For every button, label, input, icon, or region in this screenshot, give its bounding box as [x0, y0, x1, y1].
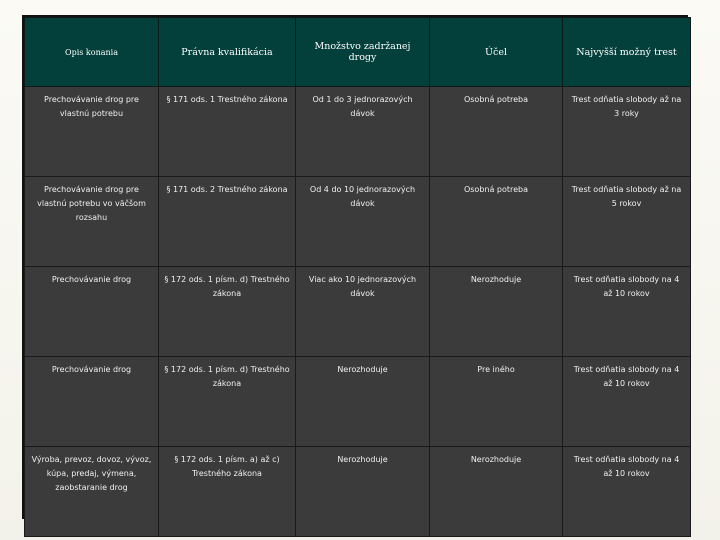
- cell-trest: Trest odňatia slobody až na 3 roky: [563, 87, 691, 177]
- cell-trest: Trest odňatia slobody až na 5 rokov: [563, 177, 691, 267]
- cell-opis: Prechovávanie drog: [25, 267, 159, 357]
- cell-kvalifikacia: § 172 ods. 1 písm. d) Trestného zákona: [159, 357, 296, 447]
- penalty-table: [22, 15, 688, 519]
- table-row: [25, 87, 691, 177]
- penalty-table-grid: [24, 17, 691, 537]
- table-row: [25, 447, 691, 537]
- cell-trest: Trest odňatia slobody na 4 až 10 rokov: [563, 447, 691, 537]
- cell-trest: Trest odňatia slobody na 4 až 10 rokov: [563, 357, 691, 447]
- header-ucel: Účel: [430, 18, 563, 87]
- cell-ucel: Nerozhoduje: [430, 267, 563, 357]
- cell-mnozstvo: Nerozhoduje: [296, 357, 430, 447]
- cell-opis: Prechovávanie drog: [25, 357, 159, 447]
- cell-kvalifikacia: § 171 ods. 2 Trestného zákona: [159, 177, 296, 267]
- cell-mnozstvo: Od 1 do 3 jednorazových dávok: [296, 87, 430, 177]
- table-row: [25, 177, 691, 267]
- cell-mnozstvo: Viac ako 10 jednorazových dávok: [296, 267, 430, 357]
- cell-opis: Prechovávanie drog pre vlastnú potrebu: [25, 87, 159, 177]
- cell-opis: Prechovávanie drog pre vlastnú potrebu vo väčšom rozsahu: [25, 177, 159, 267]
- header-pravna-kvalifikacia: Právna kvalifikácia: [159, 18, 296, 87]
- cell-opis: Výroba, prevoz, dovoz, vývoz, kúpa, predaj, výmena, zaobstaranie drog: [25, 447, 159, 537]
- cell-ucel: Pre iného: [430, 357, 563, 447]
- table-header-row: [25, 18, 691, 87]
- cell-trest: Trest odňatia slobody na 4 až 10 rokov: [563, 267, 691, 357]
- header-najvyssi-trest: Najvyšší možný trest: [563, 18, 691, 87]
- cell-kvalifikacia: § 171 ods. 1 Trestného zákona: [159, 87, 296, 177]
- table-row: [25, 267, 691, 357]
- cell-mnozstvo: Nerozhoduje: [296, 447, 430, 537]
- cell-kvalifikacia: § 172 ods. 1 písm. a) až c) Trestného zákona: [159, 447, 296, 537]
- table-row: [25, 357, 691, 447]
- cell-mnozstvo: Od 4 do 10 jednorazových dávok: [296, 177, 430, 267]
- header-opis-konania: Opis konania: [25, 18, 159, 87]
- cell-kvalifikacia: § 172 ods. 1 písm. d) Trestného zákona: [159, 267, 296, 357]
- cell-ucel: Osobná potreba: [430, 87, 563, 177]
- cell-ucel: Nerozhoduje: [430, 447, 563, 537]
- cell-ucel: Osobná potreba: [430, 177, 563, 267]
- header-mnozstvo: Množstvo zadržanej drogy: [296, 18, 430, 87]
